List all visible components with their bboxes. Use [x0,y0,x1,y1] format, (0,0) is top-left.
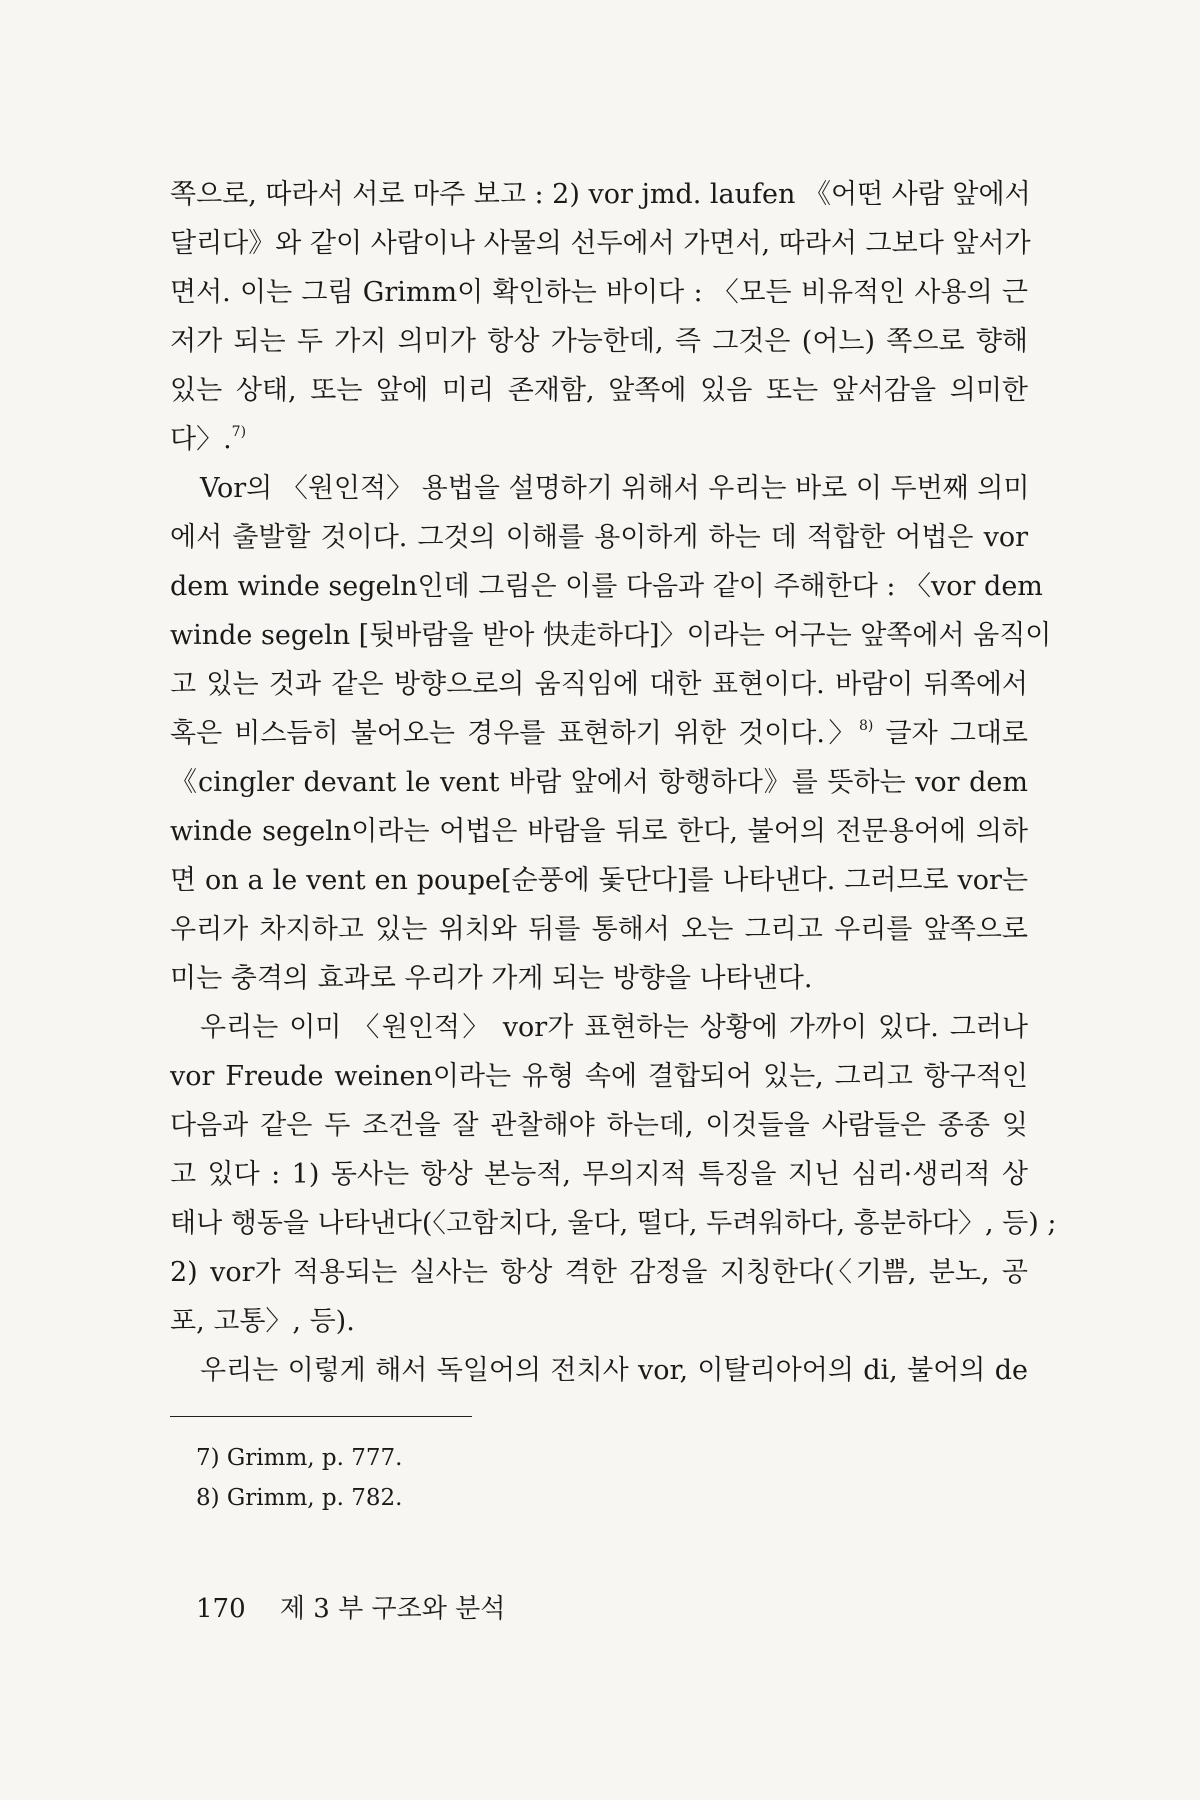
body-text [170,170,1057,1395]
text-line [170,415,1028,464]
text-line: 저가 되는 두 가지 의미가 항상 가능한데, 즉 그것은 (어느) 쪽으로 향해 [170,326,1028,357]
page-footer [196,1588,505,1625]
text-line: 달리다》와 같이 사람이나 사물의 선두에서 가면서, 따라서 그보다 앞서가 [170,228,1031,259]
text-line: winde segeln [뒷바람을 받아 快走하다]〉이라는 어구는 앞쪽에서 움직이 [170,620,1052,651]
text-line: 다음과 같은 두 조건을 잘 관찰해야 하는데, 이것들을 사람들은 종종 잊 [170,1110,1028,1141]
text-line: 있는 상태, 또는 앞에 미리 존재함, 앞쪽에 있음 또는 앞서감을 의미한 [170,375,1028,406]
text-line: vor Freude weinen이라는 유형 속에 결합되어 있는, 그리고 항구적인 [170,1061,1028,1092]
page-number: 170 [196,1594,246,1624]
text-line-tail: 글자 그대로 [873,718,1028,749]
text-line: Vor의 〈원인적〉 용법을 설명하기 위해서 우리는 바로 이 두번째 의미 [200,473,1030,504]
text-line-content: 다〉. [170,424,232,455]
text-line: 에서 출발할 것이다. 그것의 이해를 용이하게 하는 데 적합한 어법은 vor [170,522,1028,553]
text-line: 미는 충격의 효과로 우리가 가게 되는 방향을 나타낸다. [170,963,813,994]
text-line: 쪽으로, 따라서 서로 마주 보고 : 2) vor jmd. laufen 《어떤 사람 앞에서 [170,179,1031,210]
footnote-ref: 8) [859,718,874,734]
text-line: 우리는 이렇게 해서 독일어의 전치사 vor, 이탈리아어의 di, 불어의 de [200,1355,1028,1386]
text-line: winde segeln이라는 어법은 바람을 뒤로 한다, 불어의 전문용어에 의하 [170,816,1028,847]
footnote-ref: 7) [231,424,247,440]
text-line: 면 on a le vent en poupe[순풍에 돛단다]를 나타낸다. 그러므로 vor는 [170,865,1028,896]
text-line-content: 혹은 비스듬히 불어오는 경우를 표현하기 위한 것이다.〉 [170,718,860,749]
text-line: 《cingler devant le vent 바람 앞에서 항행하다》를 뜻하는 vor dem [170,767,1028,798]
text-line: 고 있다 : 1) 동사는 항상 본능적, 무의지적 특징을 지닌 심리·생리적 상 [170,1159,1028,1190]
text-line: 면서. 이는 그림 Grimm이 확인하는 바이다 : 〈모든 비유적인 사용의 근 [170,277,1028,308]
footnote-divider [170,1416,472,1417]
text-line: 포, 고통〉, 등). [170,1306,355,1337]
text-line: 우리는 이미 〈원인적〉 vor가 표현하는 상황에 가까이 있다. 그러나 [200,1012,1028,1043]
footnote: 7) Grimm, p. 777. [196,1445,403,1471]
text-line: 2) vor가 적용되는 실사는 항상 격한 감정을 지칭한다(〈기쁨, 분노, 공 [170,1257,1028,1288]
text-line: 태나 행동을 나타낸다(〈고함치다, 울다, 떨다, 두려워하다, 흥분하다〉, 등) ; [170,1208,1057,1239]
text-line: 우리가 차지하고 있는 위치와 뒤를 통해서 오는 그리고 우리를 앞쪽으로 [170,914,1028,945]
text-line [170,709,1028,758]
footnotes [196,1438,402,1518]
text-line: dem winde segeln인데 그림은 이를 다음과 같이 주해한다 : 〈vor dem [170,571,1043,602]
section-title: 제 3 부 구조와 분석 [279,1594,506,1624]
text-line: 고 있는 것과 같은 방향으로의 움직임에 대한 표현이다. 바람이 뒤쪽에서 [170,669,1028,700]
footnote: 8) Grimm, p. 782. [196,1485,403,1511]
